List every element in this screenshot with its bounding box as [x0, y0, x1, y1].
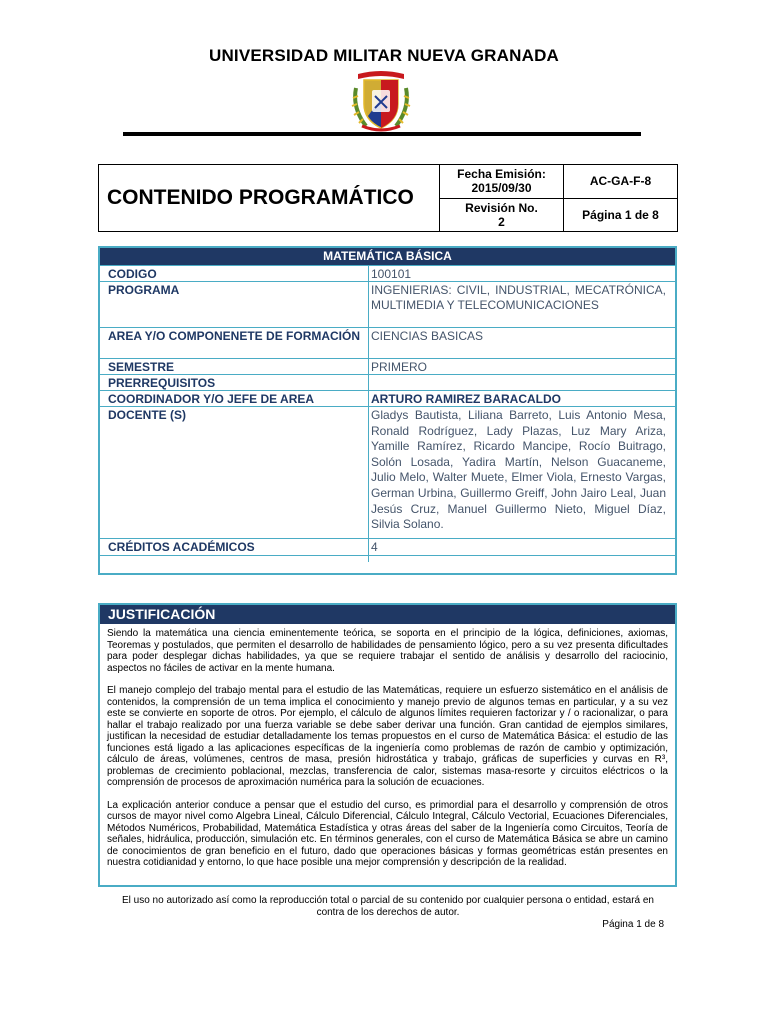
info-row-empty — [100, 555, 675, 573]
info-value: Gladys Bautista, Liliana Barreto, Luis Antonio Mesa, Ronald Rodríguez, Lady Plazas, Luz Mary Ariza, Yamille Ramírez, Ricardo Mancipe, Rocío Buitrago, Solón Losada, Yadira Martín, Nelson Guacaneme, Julio Melo, Walter Muete, Elmer Viola, Ernesto Vargas, German Urbina, Guillermo Greiff, John Jairo Leal, Juan Jesús Cruz, Manuel Guillermo Nieto, Miguel Díaz, Silvia Solano. — [371, 408, 666, 532]
revision-label: Revisión No. — [465, 200, 538, 215]
info-value: ARTURO RAMIREZ BARACALDO — [371, 392, 561, 406]
info-label: PROGRAMA — [108, 283, 180, 297]
info-label: AREA Y/O COMPONENETE DE FORMACIÓN — [108, 329, 361, 343]
document-code: AC-GA-F-8 — [564, 165, 678, 199]
justificacion-paragraph: El manejo complejo del trabajo mental para el estudio de las Matemáticas, requiere un esfuerzo sistemático en el análisis de contenidos, la comprensión de un tema implica el conocimiento y manejo previo de algunos temas en particular, y a su vez este se convierte en soporte de otros. Por ejemplo, el cálculo de algunos límites requieren factorizar y / o racionalizar, o para hallar el trabajo realizado por una fuerza variable se debe saber derivar una función. Gran cantidad de ejemplos similares, justifican la necesidad de estudiar detalladamente los temas propuestos en el curso de Matemática Básica: el estudio de las funciones está ligado a las aplicaciones específicas de la ingeniería como problemas de razón de cambio y optimización, cálculo de áreas, volúmenes, centros de masa, presión hidrostática y trabajo, gráficas de superficies y curvas en R³, problemas de crecimiento poblacional, mezclas, transferencia de calor, sistemas masa-resorte y circuitos eléctricos o la comprensión de procesos de aproximación numérica para la solución de ecuaciones. — [107, 685, 668, 788]
document-header-table — [98, 164, 678, 232]
info-label: DOCENTE (S) — [108, 408, 186, 422]
university-crest-icon — [350, 68, 412, 134]
info-row-semestre — [100, 358, 675, 374]
course-info-table — [98, 246, 677, 575]
info-label: SEMESTRE — [108, 360, 175, 374]
info-row-docentes — [100, 406, 675, 538]
page-indicator: Página 1 de 8 — [564, 198, 678, 232]
header-divider — [123, 132, 641, 136]
info-value: CIENCIAS BASICAS — [371, 329, 484, 343]
emission-date-value: 2015/09/30 — [471, 181, 532, 196]
info-row-coordinador — [100, 390, 675, 406]
info-row-programa — [100, 281, 675, 327]
justificacion-paragraph: La explicación anterior conduce a pensar que el estudio del curso, es primordial para el desarrollo y comprensión de otros cursos de mayor nivel como Algebra Lineal, Cálculo Diferencial, Cálculo Integral, Cálculo Vectorial, Ecuaciones Diferenciales, Métodos Numéricos, Probabilidad, Matemática Estadística y otras áreas del saber de la Ingeniería como Circuitos, Teoría de señales, hidráulica, producción, simulación etc. En términos generales, con el curso de Matemática Básica se abre un camino de conocimientos de gran beneficio en el futuro, dado que operaciones básicas y formas geométricas están presentes en nuestra cotidianidad y entorno, lo que hace posible una mejor comprensión y descripción de la realidad. — [107, 799, 668, 868]
university-title: UNIVERSIDAD MILITAR NUEVA GRANADA — [208, 46, 560, 65]
info-label: PRERREQUISITOS — [108, 376, 216, 390]
info-label: COORDINADOR Y/O JEFE DE AREA — [108, 392, 315, 406]
info-row-area — [100, 327, 675, 358]
revision-value: 2 — [498, 214, 505, 229]
info-label: CODIGO — [108, 267, 157, 281]
justificacion-paragraph: Siendo la matemática una ciencia eminentemente teórica, se soporta en el principio de la lógica, definiciones, axiomas, Teoremas y postulados, que permiten el desarrollo de habilidades de pensamiento lógico, pero a su vez presenta dificultades para poder desplegar dichas habilidades, ya que se requiere trabajar el sentido de análisis y desarrollo del raciocinio, aspectos no fáciles de activar en la mente humana. — [107, 628, 668, 674]
info-value: INGENIERIAS: CIVIL, INDUSTRIAL, MECATRÓNICA, MULTIMEDIA Y TELECOMUNICACIONES — [371, 283, 666, 312]
justificacion-section — [98, 603, 677, 887]
info-value: 4 — [371, 540, 378, 554]
emission-date-cell — [440, 165, 564, 199]
justificacion-title: JUSTIFICACIÓN — [100, 605, 675, 624]
info-label: CRÉDITOS ACADÉMICOS — [108, 540, 255, 554]
copyright-notice: El uso no autorizado así como la reproducción total o parcial de su contenido por cualquier persona o entidad, estará en contra de los derechos de autor. — [121, 895, 654, 918]
revision-cell — [440, 198, 564, 232]
info-value: 100101 — [371, 267, 412, 281]
info-row-codigo — [100, 265, 675, 281]
footer-page-number: Página 1 de 8 — [602, 919, 664, 930]
emission-date-label: Fecha Emisión: — [457, 167, 546, 182]
info-value: PRIMERO — [371, 360, 428, 374]
justificacion-body — [107, 628, 668, 880]
info-row-creditos — [100, 538, 675, 555]
document-title: CONTENIDO PROGRAMÁTICO — [99, 165, 440, 232]
course-title: MATEMÁTICA BÁSICA — [100, 248, 675, 265]
info-row-prerrequisitos — [100, 374, 675, 390]
